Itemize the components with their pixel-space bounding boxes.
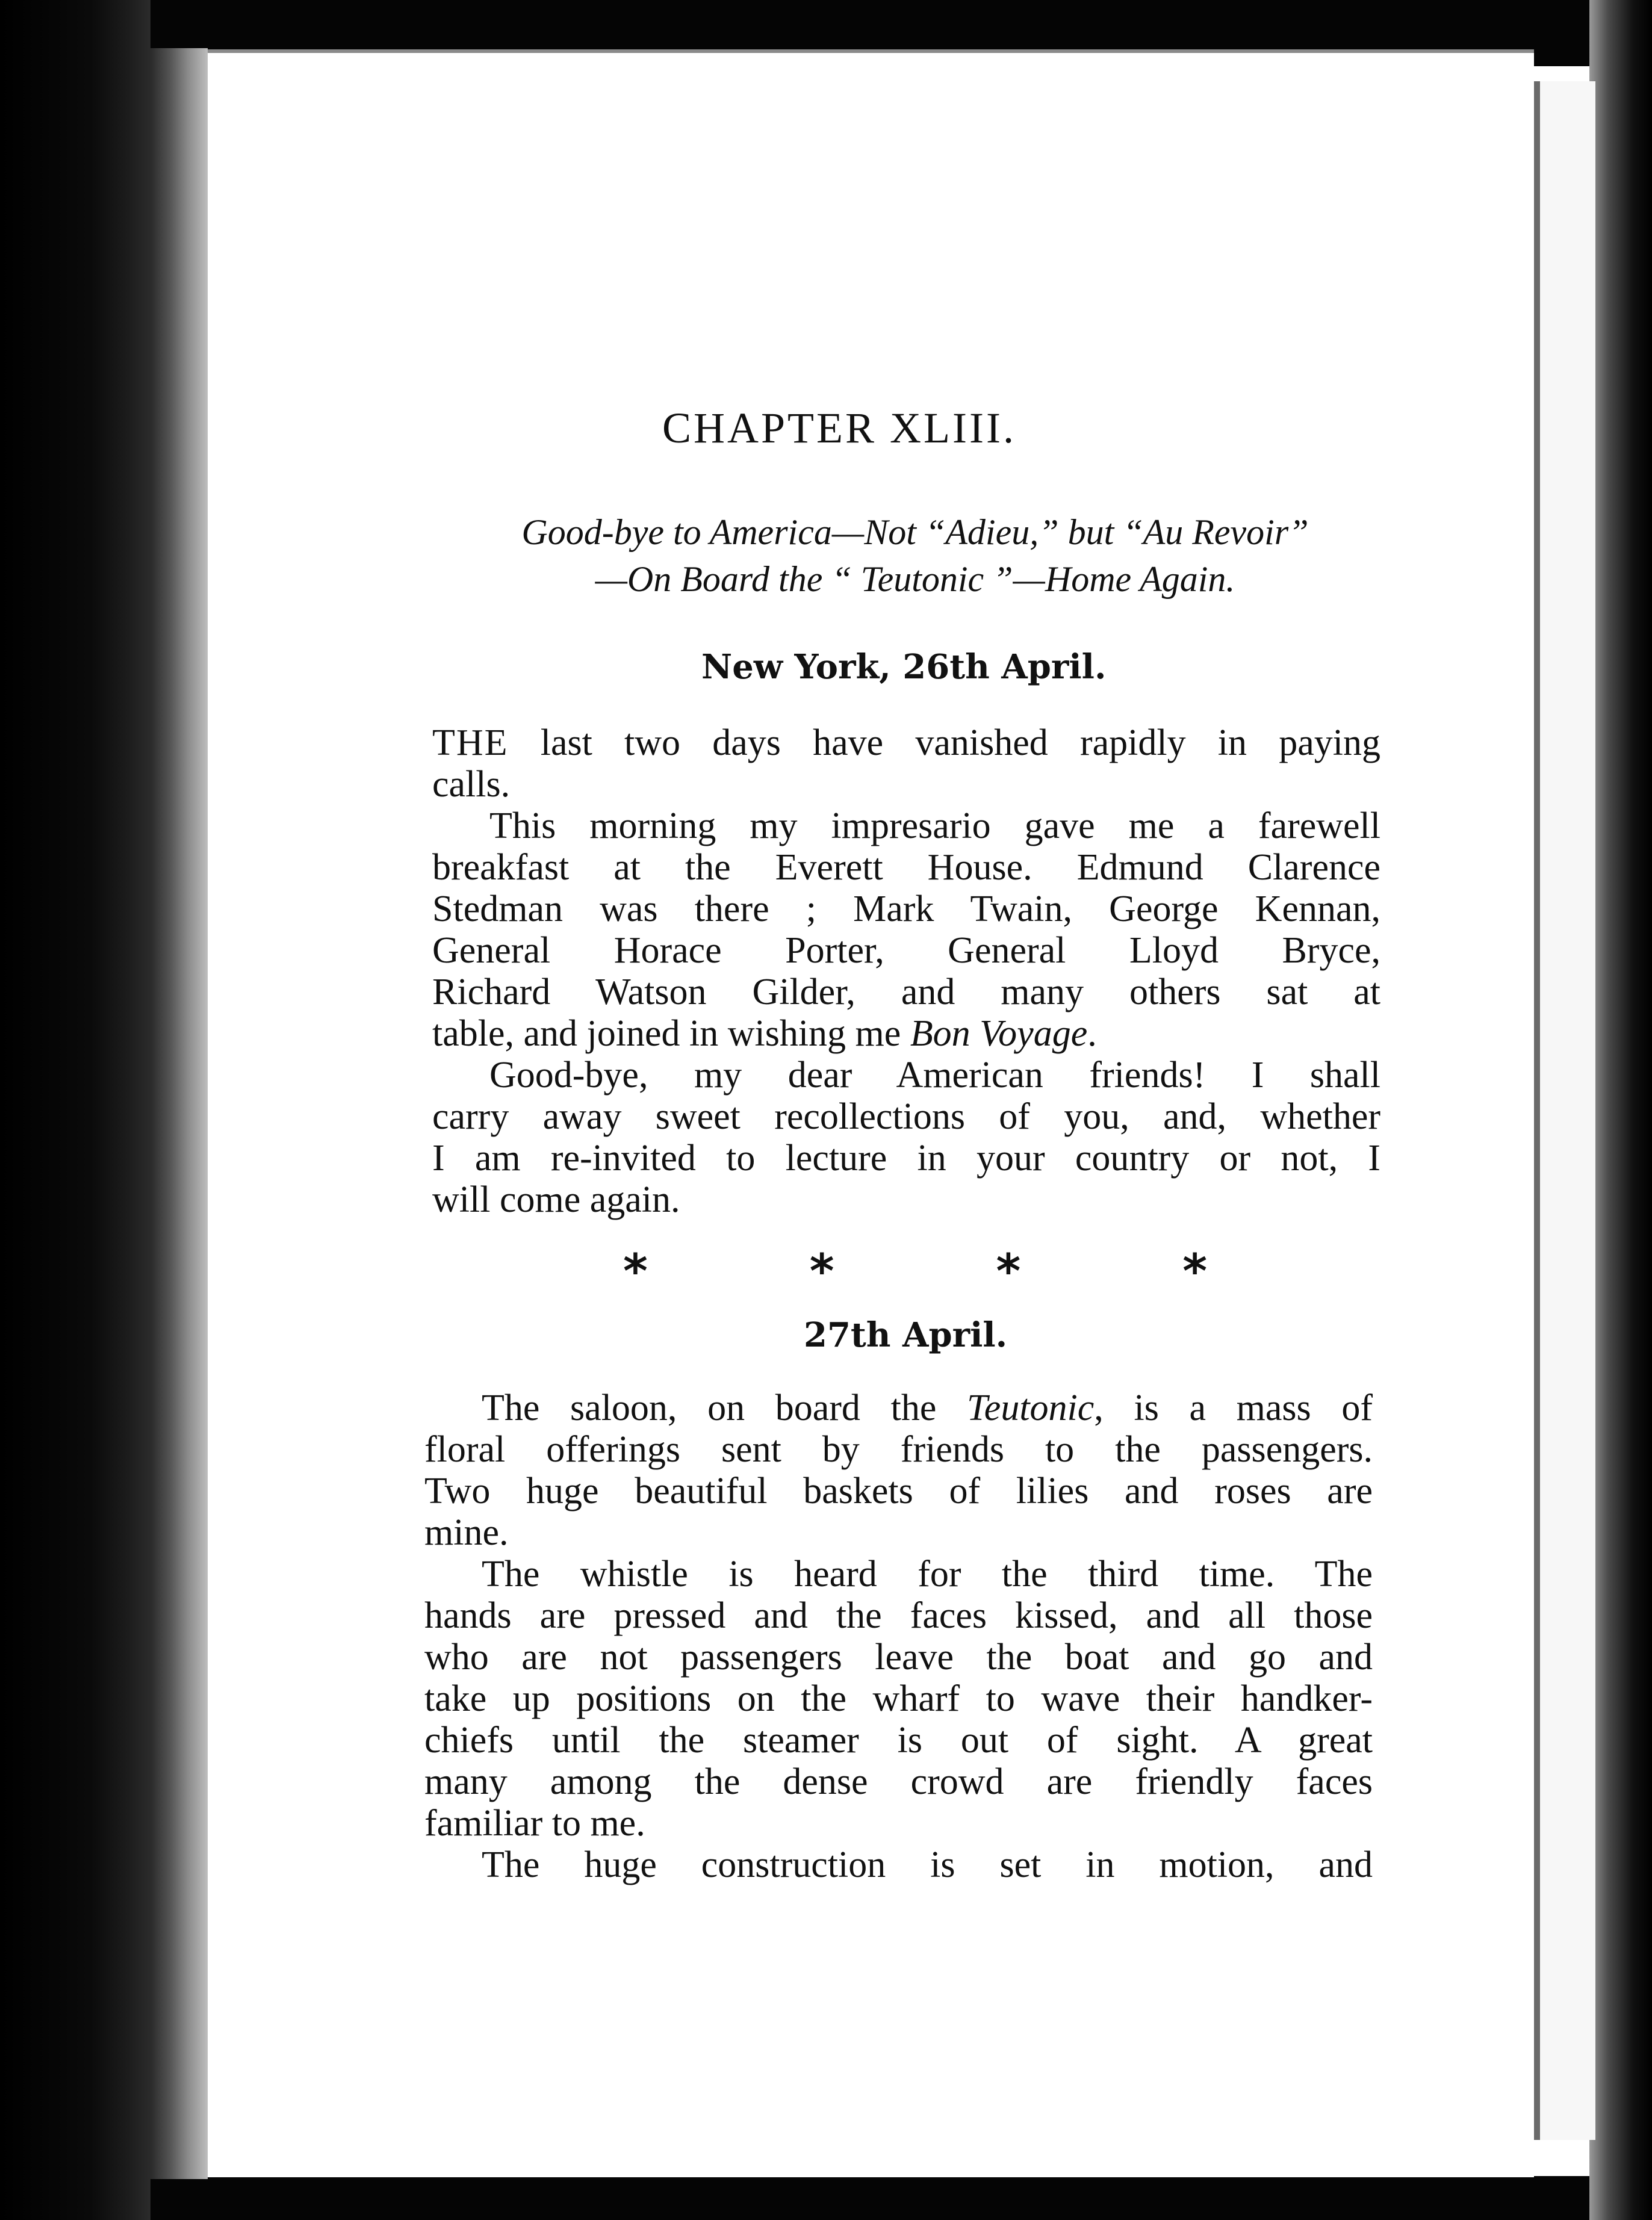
text-line: Richard Watson Gilder, and many others sat at xyxy=(432,972,1380,1012)
text-line: familiar to me. xyxy=(424,1803,645,1844)
subtitle-line: —On Board the “ Teutonic ”—Home Again. xyxy=(595,559,1235,599)
text-line: hands are pressed and the faces kissed, and all those xyxy=(424,1595,1373,1636)
drop-word: THE xyxy=(432,722,509,763)
text-line: THE last two days have vanished rapidly in paying xyxy=(432,722,1380,763)
text-line: floral offerings sent by friends to the passengers. xyxy=(424,1429,1373,1470)
text-line: The saloon, on board the Teutonic, is a mass of xyxy=(482,1388,1373,1428)
text-line: many among the dense crowd are friendly faces xyxy=(424,1761,1373,1802)
text-line: chiefs until the steamer is out of sight. A great xyxy=(424,1720,1373,1761)
text-line: Stedman was there ; Mark Twain, George Kennan, xyxy=(432,888,1380,929)
text-line: who are not passengers leave the boat and go and xyxy=(424,1637,1373,1678)
text-line: I am re-invited to lecture in your country or not, I xyxy=(432,1138,1380,1179)
text-line: breakfast at the Everett House. Edmund Clarence xyxy=(432,847,1380,888)
asterisk: * xyxy=(1182,1245,1207,1299)
text-line: table, and joined in wishing me Bon Voyage. xyxy=(432,1013,1097,1054)
asterisk: * xyxy=(809,1245,834,1299)
dateline-27th-april: 27th April. xyxy=(804,1315,1008,1355)
text-line: General Horace Porter, General Lloyd Bryce, xyxy=(432,930,1380,971)
text-line: Good-bye, my dear American friends! I shall xyxy=(489,1055,1380,1096)
italic-phrase: Teutonic xyxy=(967,1388,1095,1428)
italic-phrase: Bon Voyage xyxy=(910,1013,1088,1054)
text-line: take up positions on the wharf to wave their handker- xyxy=(424,1678,1373,1719)
chapter-subtitle xyxy=(439,509,1391,603)
text-line: The whistle is heard for the third time. The xyxy=(482,1554,1373,1595)
asterisk: * xyxy=(623,1245,648,1299)
text-line: will come again. xyxy=(432,1179,680,1220)
text-line: carry away sweet recollections of you, and, whether xyxy=(432,1096,1380,1137)
text-line: Two huge beautiful baskets of lilies and roses are xyxy=(424,1471,1373,1512)
book-page-stack xyxy=(151,48,208,2179)
dateline-new-york: New York, 26th April. xyxy=(701,647,1107,687)
entry-26th-april xyxy=(432,722,1380,1221)
scan-bottom-border xyxy=(0,2176,1652,2220)
text-line: This morning my impresario gave me a farewell xyxy=(489,805,1380,846)
text-line: calls. xyxy=(432,764,511,805)
chapter-title: CHAPTER XLIII. xyxy=(662,404,1016,452)
entry-27th-april xyxy=(424,1388,1373,1886)
book-right-edge xyxy=(1589,0,1652,2220)
text-line: mine. xyxy=(424,1512,509,1553)
subtitle-line: Good-bye to America—Not “Adieu,” but “Au Revoir” xyxy=(521,512,1309,552)
section-separator xyxy=(623,1245,1207,1299)
asterisk: * xyxy=(996,1245,1021,1299)
book-left-edge xyxy=(0,0,151,2220)
facing-page-strip xyxy=(1534,81,1595,2140)
text-line: The huge construction is set in motion, and xyxy=(482,1844,1373,1885)
